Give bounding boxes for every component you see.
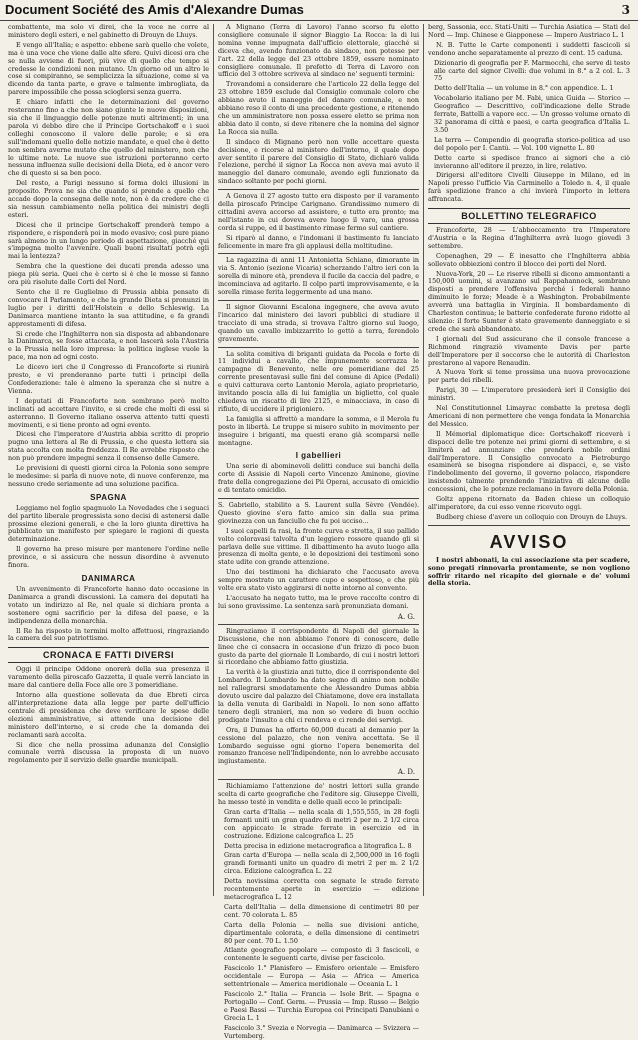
paragraph: Del resto, a Parigi nessuno si forma dolci illusioni in proposito. Prova ne sia che quando si prende a quello che accade dopo la consegna delle note, non è da credere che ci sia nessun cambiamento nella politica dei ministri degli esteri. [8,179,209,219]
list-item: Fascicolo 3.° Svezia e Norvegia — Danimarca — Svizzera — Vurtemberg. [224,1023,419,1040]
paragraph: Dicesi che l'imperatore d'Austria abbia scritto di proprio pugno una lettera al Re di Prussia, e che questa lettera sia stata accolta con molta freddezza. Il Re avrebbe risposto che non può prendere impegni senza il consenso delle Camere. [8,430,209,463]
paragraph: Oggi il principe Oddone onorerà della sua presenza il varamento della piroscafo Gazzetta, il quale verrà lanciato in mare dal cantiere della Foce alle ore 3 pomeridiane. [8,665,209,690]
divider [218,253,419,254]
notice-text: I nostri abbonati, la cui associazione sta per scadere, sono pregati rinnovarla prontamente, se non vogliono soffrir ritardo nel ricapito del giornale e de' volumi della storia. [428,555,630,588]
paragraph: Sembra che la questione dei ducati prenda adesso una piega più seria. Quei che è certo si è che le mosse si fanno ora più risolute dalle Corti del Nord. [8,262,209,287]
paragraph: Si crede che l'Inghilterra non sia disposta ad abbandonare la Danimarca, se fosse attaccata, e non lascerà sola l'Austria e la Prussia nella loro impresa: la politica inglese vuole la pace, ma non ad ogni costo. [8,329,209,362]
telegram: Il Mémorial diplomatique dice: Gortschakoff riceverà i dispacci delle tre potenze nei primi giorni di settembre, e si limiterà ad annunziare che prenderà nobile ordini dall'Imperatore. Il Consiglio convocato a Pietroburgo esaminerà se bisogna rispondere ai dispacci, e, se visto l'indebolimento del governo, il governo polacco, rispondere insistendo talmente prendendo l'iniziativa di alcune delle concessioni, che le potenze reclamano in favore della Polonia. [428,429,630,494]
section-title-danimarca: DANIMARCA [81,574,136,583]
paragraph: Uno dei testimoni ha dichiarato che l'accusato aveva sempre mostrato un carattere cupo e sospettoso, e che più volte era stato visto aggirarsi di notte intorno al convento. [218,568,419,593]
column-2 [214,23,424,1040]
paragraph: Ringraziamo il corrispondente di Napoli del giornale la Discussione, che non abbiamo l'onore di conoscere, delle linee che ci consacra in occasione d'un frizzo di poco buon gusto da parte del giornale Il Lombardo, di cui i nostri lettori si ricordano che abbiamo fatto giustizia. [218,626,419,667]
list-item: Dette carte si spedisce franco ai signori che a ciò invieranno all'editore il prezzo, in lire, relativo. [434,153,630,170]
list-item: Gran carta d'Europa — nella scala di 2,500,000 in 16 fogli grandi formanti unito un quadro di metri 2 per m. 2 1/2 circa. Edizione calcografica L. 22 [224,851,419,876]
paragraph: Un avvenimento di Francoforte hanno dato occasione in Danimarca a grandi discussioni. La camera dei deputati ha votato un indirizzo al Re, nel quale si dichiara pronta a sostenere ogni sacrificio per la difesa del paese, e la indipendenza della monarchia. [8,585,209,625]
list-item: Gran carta d'Italia — nella scala di 1,555,555, in 28 fogli formanti uniti un gran quadro di metri 2 per m. 2 1/2 circa con appiccato le strade ferrate in esercizio ed in costruzione. Edizione calcografica L. 25 [224,807,419,840]
list-item: Fascicolo 2.° Italia — Francia — Isole Brit. — Spagna e Portogallo — Conf. Germ. — Prussia — Imp. Russo — Belgio e Paesi Bassi — Turchia Europea coi Principati Danubiani e Grecia L. 1 [224,989,419,1022]
divider [428,525,630,526]
paragraph: I suoi capelli fa rasi, la fronte curva e stretta, il suo pallido volto coloravasi talvolta d'un leggiero rossore quando gli si parlava delle sue vittime. Il dibattimento ha avuto luogo alla presenza di molta gente, e le deposizioni dei testimoni sono state udite con grande attenzione. [218,526,419,567]
paragraph: A Genova il 27 agosto tutto era disposto per il varamento della piroscafo Principe Carignano. Grandissimo numero di cittadini aveva accorso ad assistere, e tutto era pronto; ma nell'istante in cui doveva avere luogo il varo, una grossa corda si ruppe, ed il bastimento rimase fermo sul cantiere. [218,192,419,232]
paragraph: Dirigersi all'editore Civelli Giuseppe in Milano, ed in Napoli presso l'ufficio Via Carminello a Toledo n. 4, il quale farà spedizione franco a chi invierà l'importo in lettera affrancata. [428,171,630,204]
column-1 [4,24,214,896]
list-item: Detta novissima corretta con segnate le strade ferrate recentemente aperte in esercizio — edizione metacrografica L. 12 [224,877,419,901]
telegram: A Nuova York si teme prossima una nuova provocazione per parte dei ribelli. [428,368,630,385]
section-title-spagna: SPAGNA [90,492,127,502]
paragraph: N. B. Tutte le Carte componenti i suddetti fascicoli si vendono anche separatamente al prezzo di cent. 15 caduna. [428,40,630,57]
paragraph: Il sindaco di Mignano però non volle accettare questa decisione, e ricorse al ministero dell'interno, il quale dopo aver sentito il parere del Consiglio di Stato, dichiarò valida l'elezione, perché il signor La Rocca non aveva mai avuto il maneggio del danaro comunale, avendo egli funzionato da sindaco soltanto per pochi giorni. [218,137,419,186]
telegram: Budberg chiese d'avere un colloquio con Drouyn de Lhuys. [436,512,628,521]
telegram: Nel Constitutionnel Limayrac combatte la pretesa degli Americani di non permettere che venga fondata la Monarchia del Messico. [428,404,630,428]
divider [218,300,419,301]
list-item: Detto dell'Italia — un volume in 8.° con appendice. L. 1 [434,84,614,93]
list-item: Atlante geografico popolare — composto di 3 fascicoli, e contenente le seguenti carte, divise per fascicolo. [224,946,419,963]
paragraph: Il Re ha risposto in termini molto affettuosi, ringraziando la camera del suo patriottismo. [8,626,209,643]
paragraph: E vengo all'Italia; e aspetto: ebbene sarà quello che volete, ma è una voce che viene dalle alte sfere. Quivi dicesi ora che se nulla avviene di fuori, più vive di quello che tempo si credesse le condizioni non mutano. Un giorno od un altro le cose si compiranno, se semplicizza la situazione, come si va dicendo da tanta parte, e grave e talmente imbrogliata, da parere impossibile che possa scioglersi senza guerra. [8,40,209,97]
telegram: Copenaghen, 29 — È inesatto che l'Inghilterra abbia sollevato obbiezioni contro il blocco dei porti del Nord. [428,251,630,268]
list-item: Fascicolo 1.° Planisfero — Emisfero orientale — Emisfero occidentale — Europa — Asia — Africa — America settentrionale — America meridionale — Oceania L. 1 [224,964,419,989]
map-catalog-list [218,809,419,1040]
list-item: Dizionario di geografia per F. Marmocchi, che serve di testo alle carte del signor Civelli: due volumi in 8.° a 2 col. L. 3 75 [434,58,630,83]
telegram: I giornali del Sud assicurano che il console francese a Richmond ringraziò vivamente Davis per parte dell'Imperatore per il soccorso che le autorità di Charleston prestarono al vapore Renaudin. [428,334,630,367]
divider [218,624,419,625]
signature: A. G. [397,612,415,621]
list-item: La terra — Compendio di geografia storico-politica ad uso del popolo per I. Cantù. — Vol. 100 vignette L. 80 [434,135,630,152]
paragraph: I deputati di Francoforte non sembrano però molto inclinati ad accettare l'invito, e si crede che molti di essi si asterranno. Il Governo italiano osserva attento tutti questi movimenti, e si tiene pronto ad ogni evento. [8,396,209,429]
paragraph: Leggiamo nel foglio spagnuolo La Novedades che i seguaci del partito liberale progressista sono decisi di astenersi dalle prossime elezioni generali, e che la loro giunta direttiva ha pubblicato un manifesto per spiegare le ragioni di questa determinazione. [8,503,209,544]
paragraph: Si riparò al danno, e l'indomani il bastimento fu lanciato felicemente in mare fra gli applausi della moltitudine. [218,233,419,250]
document-banner: Document Société des Amis d'Alexandre Dumas [5,2,304,17]
divider [218,347,419,348]
paragraph: La solita comitiva di briganti guidata da Pecola e forte di 11 individui a cavallo, che impunemente scorrazza le campagne di Benevento, nelle ore pomeridiane del 25 corrente presentavasi sulle fini del comune di Apice (Pedali) e quivi catturava certo Lantonio Merola, agiato proprietario, invitando poscia alla di lui famiglia un biglietto, col quale chiedeva un riscatto di lire 2125, e minacciava, in caso di rifiuto, di uccidere il prigioniero. [218,349,419,413]
paragraph: Le dicevo ieri che il Congresso di Francoforte si riunirà presto, e vi prenderanno parte tutti i principi della Confederazione: tale è almeno la speranza che si nutre a Vienna. [8,363,209,395]
paragraph: berg, Sassonia, ecc. Stati-Uniti — Turchia Asiatica — Stati del Nord — Imp. Chinese e Giapponese — Impero Austriaco L. 1 [428,23,630,39]
paragraph: Il signor Giovanni Escalona ingegnere, che aveva avuto l'incarico dal ministero dei lavori pubblici di studiare il tracciato di una strada, si trovava l'altro giorno sul luogo, quando un cavallo imbizzarrito lo gettò a terra, ferendolo gravemente. [218,303,419,343]
paragraph: Dicesi che il principe Gortschakoff prenderà tempo a rispondere, e risponderà poi in modo evasivo; così pure piano sarà almeno in un lungo periodo di aspettazione, giacché qui s'impegna molto l'avvenire. Quali buoni risultati potrà egli mai la lentezza? [8,220,209,261]
divider [218,498,419,499]
paragraph: combattente, ma solo vi direi, che la voce ne corre al ministero degli esteri, e nel gabinetto di Drouyn de Lhuys. [8,23,209,39]
section-title-gabellieri: I gabellieri [295,451,342,461]
paragraph: Si dice che nella prossima adunanza del Consiglio comunale verrà discussa la proposta di un nuovo regolamento per il servizio delle guardie municipali. [8,740,209,765]
header-bar [0,0,638,21]
paragraph: La ragazzina di anni 11 Antonietta Schiano, dimorante in via S. Antonio (sezione Vicaria) scherzando l'altro ieri con la sorella di minore età, prendeva il fucile da caccia del padre, e incominciava ad agitarlo. Il colpo partì improvvisamente, e la sorella rimase ferita leggermente ad una mano. [218,256,419,297]
divider [218,189,419,190]
paragraph: Trovandomi a considerare che l'articolo 22 della legge del 23 ottobre 1859 esclude dal Consiglio comunale coloro che abbiano avuto il maneggio del danaro comunale, e non abbiano reso il conto di una precedente gestione, e ritenendo che un amministratore non possa essere eletto se prima non abbia dato il conto, si deve ritenere che la nomina del signor La Rocca sia nulla. [218,80,419,136]
paragraph: E chiaro infatti che le determinazioni del governo resteranno fino a che non siano giunte le nuove disposizioni, sia che il linguaggio delle potenze muti altrimenti; in una parola vi debbo dire che il Principe Gortschakoff e i suoi colleghi conoscono il valore delle parole; e si era sull'indomani quello delle notizie mandate, e quel che è detto non sembra averne mutato che quello del ministero, non che le ultime note. Le nuove sue istruzioni porteranno certo nessuna influenza sulle decisioni della Dieta, ed è ancor vero che di questo si sa ben poco. [8,98,209,178]
section-title-cronaca: CRONACA E FATTI DIVERSI [8,647,209,663]
paragraph: S. Gabriello, stabilito a S. Laurent sulla Sèvre (Vendée). Questo giovine s'era fatto amico sin dalla sua prima giovinezza con un fanciullo che fu poi ucciso... [218,501,419,525]
list-item: Carta della Polonia — nella sue divisioni antiche, dipartimentale colorata, e della dimensione di centimetri 80 per cent. 70 L. 1.50 [224,920,419,945]
paragraph: Sento che il re Guglielmo di Prussia abbia pensato di convocare il Parlamento, e che la grande Dieta si pronunzi in luglio per i diritti dell'Holstein e dello Schleswig. La Danimarca mantiene intanto la sua attitudine, e fa grandi apprestamenti di difesa. [8,288,209,328]
paragraph: A Mignano (Terra di Lavoro) l'anno scorso fu eletto consigliere comunale il signor Biaggio La Rocca: la di lui nomina venne impugnata dall'ufficio elettorale, giacché si diceva che, avendo funzionato da sindaco, non potesse per l'art. 22 della legge del 23 ottobre 1859, essere nominato consigliere comunale. Il prefetto di Terra di Lavoro con ufficio del 3 ottobre scriveva al sindaco ne' seguenti termini: [218,23,419,79]
paragraph: Il governo ha preso misure per mantenere l'ordine nelle province, e si assicura che nessun disordine è avvenuto finora. [8,545,209,570]
telegram: Nuova-York, 20 — Le riserve ribelli si dicono ammontanti a 150,000 uomini, si avanzano sul Rappahannock, sembrano disposti a prendere l'offensiva perché i federali hanno diminuito le forze; Meade è a Washington. Probabilmente avverrà una battaglia in Virginia. Il bombardamento di Charleston continua; le batterie confederate furono ridotte al silenzio: il forte Sumter è stato gravemente danneggiato e si crede che sarà abbandonato. [428,269,630,333]
paragraph: Ora, il Dumas ha offerto 60,000 ducati al demanio per la cessione del palazzo, che non veniva accettata. Se il Lombardo seguisse ogni giorno l'opera benemerita del romanzo francese nell'Indipendente, non lo avrebbe accusato ingiustamente. [218,725,419,766]
signature: A. D. [397,768,415,777]
telegram: Parigi, 30 — L'imperatore presiederà ieri il Consiglio dei ministri. [428,386,630,403]
columns [4,23,634,1040]
telegram: Goltz appena ritornato da Baden chiese un colloquio all'imperatore, da cui esso venne ricevuto oggi. [428,495,630,511]
section-title-avviso: AVVISO [489,531,569,552]
paragraph: Le previsioni di questi giorni circa la Polonia sono sempre le medesime: si parla di nuove note, di nuove conferenze, ma nessuno crede seriamente ad una soluzione pacifica. [8,464,209,488]
book-list [428,60,630,171]
paragraph: Una serie di abominevoli delitti conduce sui banchi della corte di Assisie di Napoli certo Vincenzo Aminone, giovine frate della congregazione dei Pii Operai, accusato di omicidio e di tentato omicidio. [218,462,419,495]
paragraph: La verità è la giustizia anzi tutto, dice il corrispondente del Lombardo. Il Lombardo ha dato segno di animo non nobile nel rallegrarsi smodatamente che Alessandro Dumas abbia dovuto uscire dal palazzo del Chiatamone, dove era installata la della venuta di Garibaldi in Napoli. Io non sono affatto tenero degli stranieri, ma non so vedere di buon occhio prodigate l'insulto a chi ci rendeva e ci rende dei servigi. [218,668,419,724]
list-item: Detta precisa in edizione metacrografica a litografica L. 8 [224,841,412,850]
paragraph: L'accusato ha negato tutto, ma le prove raccolte contro di lui sono gravissime. La sentenza sarà pronunziata domani. [218,594,419,610]
telegram: Francoforte, 28 — L'abboccamento tra l'Imperatore d'Austria e la Regina d'Inghilterra avrà luogo giovedì 3 settembre. [428,226,630,250]
paragraph: Intorno alla questione sollevata da due Ebreti circa all'interpretazione data alla legge per parte dell'ufficio centrale di presidenza che deve verificare le spese delle elezioni amministrative, si attende una decisione del ministero dell'interno, e si crede che la domanda dei reclamanti sarà accolta. [8,691,209,739]
paragraph: La famiglia si affrettò a mandare la somma, e il Merola fu posto in libertà. Le truppe si misero subito in movimento per inseguire i briganti, ma questi erano già scomparsi nelle montagne. [218,414,419,447]
divider [218,779,419,780]
list-item: Carta dell'Italia — della dimensione di centimetri 80 per cent. 70 colorata L. 85 [224,902,419,919]
column-3 [424,24,634,896]
page-number: 3 [621,3,630,17]
list-item: Vocabolario italiano per M. Fabi, unica Guida — Storico — Geografico — Descrittivo, coll'indicazione delle Strade ferrate, Battelli a vapore ecc. — Un grosso volume ornato di 32 panorama di città e paesi, e carta geografica d'Italia L. 3.50 [434,94,630,134]
section-title-bollettino: BOLLETTINO TELEGRAFICO [428,208,630,224]
paragraph: Richiamiamo l'attenzione de' nostri lettori sulla grande scelta di carte geografiche che l'editore sig. Giuseppe Civelli, ha messo testé in vendita e delle quali ecco le principali: [218,782,419,807]
